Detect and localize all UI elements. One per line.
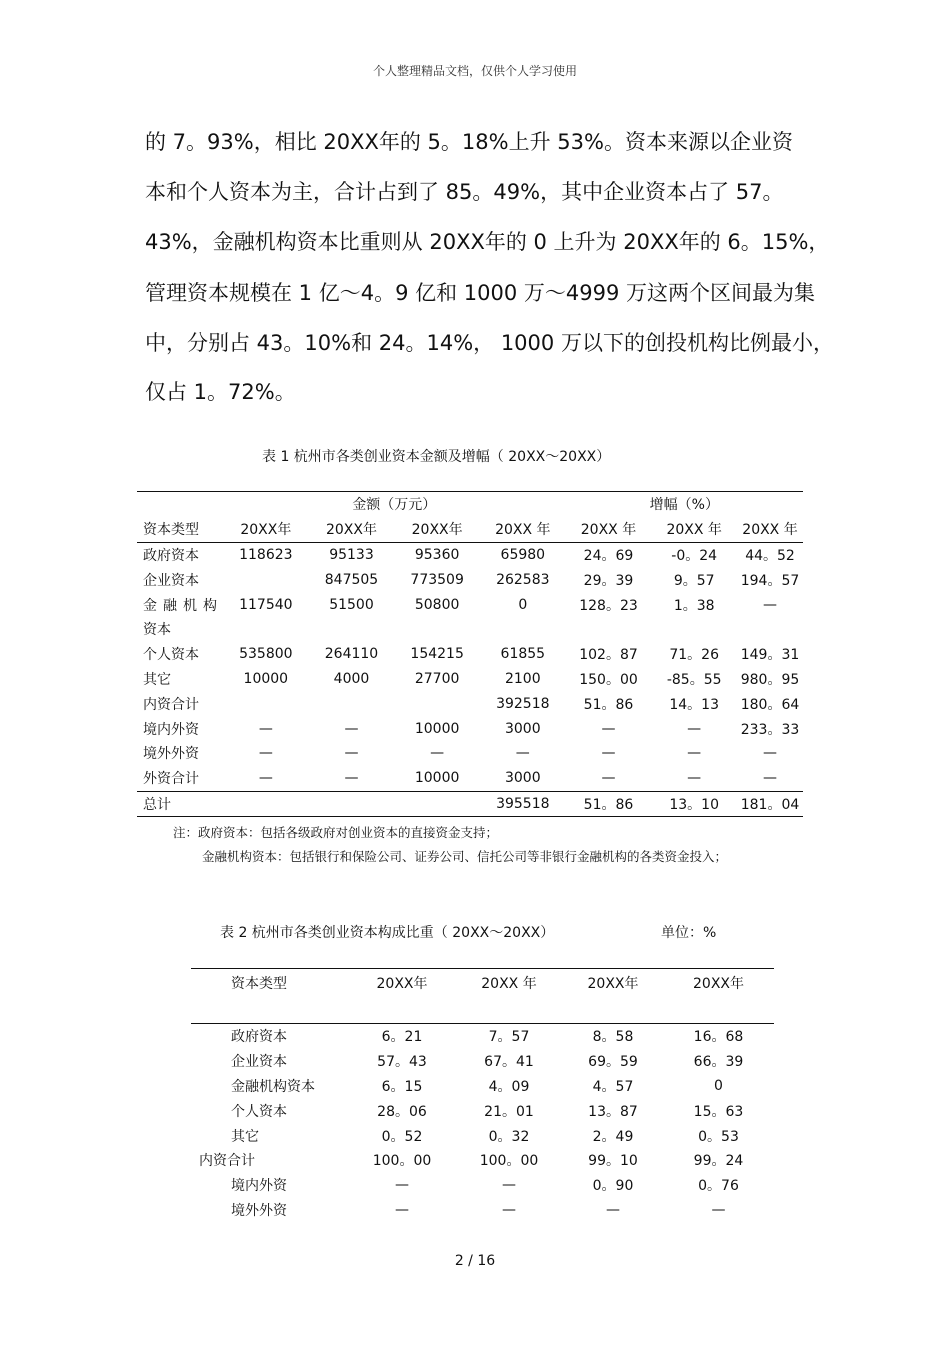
cell <box>223 691 309 716</box>
cell: 13。10 <box>669 796 719 813</box>
col-header-year: 20XX 年 <box>495 522 551 539</box>
cell: -85。55 <box>666 671 722 688</box>
page-number: 2 / 16 <box>454 1253 496 1269</box>
cell: 14。13 <box>669 696 719 713</box>
table-row <box>191 1198 774 1223</box>
row-label: 其它 <box>231 1128 259 1145</box>
cell: 0。53 <box>698 1128 739 1145</box>
row-label: 境外外资 <box>231 1202 287 1219</box>
cell <box>394 791 480 817</box>
cell: 10000 <box>414 720 460 737</box>
cell: 10000 <box>243 670 289 687</box>
cell <box>566 617 652 642</box>
col-header-type: 资本类型 <box>143 522 199 539</box>
cell <box>309 791 395 817</box>
cell: 194。57 <box>740 572 800 589</box>
cell <box>309 617 395 642</box>
table-row <box>137 542 803 567</box>
cell: 66。39 <box>693 1054 744 1071</box>
col-header-year: 20XX年 <box>411 522 463 539</box>
cell <box>223 567 309 592</box>
cell: 67。41 <box>484 1054 534 1071</box>
row-label: 资本 <box>143 622 171 639</box>
table-row <box>137 667 803 692</box>
cell: — <box>258 770 273 787</box>
cell: 180。64 <box>740 696 800 713</box>
cell: — <box>763 745 777 762</box>
cell: — <box>763 770 777 787</box>
cell: 0。90 <box>592 1178 634 1195</box>
cell: 0。76 <box>698 1178 739 1195</box>
cell: 21。01 <box>484 1103 534 1120</box>
cell: -0。24 <box>671 547 718 564</box>
row-label: 外资合计 <box>143 771 199 788</box>
cell: 24。69 <box>583 547 634 564</box>
table-row <box>191 1074 774 1099</box>
table-row <box>191 1024 774 1049</box>
cell: — <box>687 770 702 787</box>
row-label: 内资合计 <box>199 1153 255 1170</box>
cell <box>394 617 480 642</box>
table1-note: 注：政府资本：包括各级政府对创业资本的直接资金支持； <box>173 825 499 840</box>
cell: — <box>395 1201 409 1218</box>
cell: 100。00 <box>479 1153 539 1170</box>
cell: 2。49 <box>592 1128 634 1145</box>
cell: 71。26 <box>669 647 719 664</box>
cell: 0 <box>714 1077 723 1094</box>
row-label: 政府资本 <box>231 1029 287 1046</box>
cell: 128。23 <box>579 597 638 614</box>
cell: 3000 <box>504 720 541 737</box>
cell: 149。31 <box>740 647 800 664</box>
cell: 29。39 <box>583 572 634 589</box>
cell: 3000 <box>504 770 541 787</box>
cell: 233。33 <box>740 721 800 738</box>
cell: 118623 <box>239 546 293 563</box>
cell: 95360 <box>414 546 460 563</box>
cell: 44。52 <box>745 547 795 564</box>
table2-unit: 单位：% <box>661 925 717 941</box>
cell: 51500 <box>329 596 374 613</box>
group-growth-label: 增幅（%） <box>649 497 719 514</box>
cell: — <box>763 596 777 613</box>
cell: — <box>395 1177 409 1194</box>
table-row-total <box>137 791 803 817</box>
cell: — <box>711 1201 726 1218</box>
cell: 4。57 <box>592 1078 634 1095</box>
table2 <box>191 968 774 1222</box>
col-header-year: 20XX年 <box>587 976 639 992</box>
cell: — <box>606 1201 620 1218</box>
cell: 181。04 <box>740 796 800 813</box>
row-label: 企业资本 <box>143 572 199 589</box>
cell: 15。63 <box>693 1103 744 1120</box>
cell: — <box>601 720 616 737</box>
cell: — <box>344 745 359 762</box>
paragraph-line: 43%，金融机构资本比重则从 20XX年的 0 上升为 20XX年的 6。15%， <box>145 230 830 254</box>
table-row <box>137 567 803 592</box>
cell: 392518 <box>496 695 550 712</box>
cell: 50800 <box>414 596 460 613</box>
table-row <box>137 691 803 716</box>
cell <box>394 691 480 716</box>
cell: 27700 <box>414 670 460 687</box>
cell: 99。24 <box>693 1153 744 1170</box>
table1-body <box>137 542 803 817</box>
cell: 980。95 <box>740 671 800 688</box>
cell: — <box>430 745 445 762</box>
col-header-year: 20XX年 <box>240 522 292 539</box>
cell: — <box>687 745 702 762</box>
cell: 6。21 <box>381 1029 423 1046</box>
cell: 4000 <box>333 670 370 687</box>
col-header-year: 20XX 年 <box>666 522 722 539</box>
table-row <box>137 592 803 617</box>
cell: 69。59 <box>588 1054 638 1071</box>
cell: — <box>601 770 616 787</box>
row-label: 个人资本 <box>143 647 199 664</box>
cell: 773509 <box>410 571 464 588</box>
table2-header-row <box>191 969 774 1024</box>
cell: 28。06 <box>377 1103 427 1120</box>
cell <box>651 617 737 642</box>
row-label: 个人资本 <box>231 1103 287 1120</box>
cell: 154215 <box>410 646 464 663</box>
paragraph-line: 的 7。93%，相比 20XX年的 5。18%上升 53%。资本来源以企业资 <box>145 130 793 154</box>
cell: 6。15 <box>381 1078 423 1095</box>
cell: 1。38 <box>673 597 715 614</box>
cell: 100。00 <box>372 1153 432 1170</box>
row-label: 企业资本 <box>231 1054 287 1071</box>
row-label: 总计 <box>143 796 171 813</box>
page-header: 个人整理精品文档，仅供个人学习使用 <box>372 64 577 78</box>
cell: — <box>344 720 359 737</box>
cell: — <box>258 720 273 737</box>
cell <box>737 617 803 642</box>
table1-caption: 表 1 杭州市各类创业资本金额及增幅（ 20XX～20XX） <box>262 449 611 465</box>
row-label: 金融机构资本 <box>231 1078 315 1095</box>
cell: 95133 <box>329 546 374 563</box>
cell: 51。86 <box>583 696 634 713</box>
row-label: 金融机构 <box>143 597 223 614</box>
table-row <box>137 716 803 741</box>
cell: 8。58 <box>592 1029 634 1046</box>
cell: 395518 <box>496 795 550 812</box>
cell <box>223 791 309 817</box>
cell: 535800 <box>239 646 293 663</box>
cell: — <box>502 1201 516 1218</box>
row-label: 其它 <box>143 671 171 688</box>
cell: — <box>601 745 616 762</box>
cell: 13。87 <box>588 1103 638 1120</box>
cell: — <box>687 720 702 737</box>
cell: 150。00 <box>579 671 638 688</box>
cell: 262583 <box>496 571 550 588</box>
col-header-year: 20XX年 <box>325 522 377 539</box>
cell: 51。86 <box>583 796 634 813</box>
cell: 7。57 <box>488 1029 530 1046</box>
row-label: 内资合计 <box>143 696 199 713</box>
cell: 0。32 <box>488 1128 530 1145</box>
table-row <box>191 1123 774 1148</box>
col-header-type: 资本类型 <box>231 976 287 992</box>
cell: 0 <box>518 596 528 613</box>
table-row <box>191 1148 774 1173</box>
cell: 102。87 <box>579 647 638 664</box>
table2-caption: 表 2 杭州市各类创业资本构成比重（ 20XX～20XX） <box>220 925 555 941</box>
col-header-year: 20XX 年 <box>580 522 637 539</box>
paragraph-line: 本和个人资本为主，合计占到了 85。49%，其中企业资本占了 57。 <box>145 180 784 204</box>
cell: 99。10 <box>588 1153 638 1170</box>
col-header-year: 20XX年 <box>376 976 428 992</box>
cell: 0。52 <box>381 1128 423 1145</box>
group-amount-label: 金额（万元） <box>352 497 437 514</box>
cell: 2100 <box>504 670 541 687</box>
table-row <box>191 1173 774 1198</box>
table1-header-row <box>137 517 803 542</box>
table-row <box>137 642 803 667</box>
paragraph-line: 仅占 1。72%。 <box>145 380 296 404</box>
row-label: 境内外资 <box>143 721 199 738</box>
cell: 264110 <box>324 646 379 663</box>
paragraph-line: 管理资本规模在 1 亿～4。9 亿和 1000 万～4999 万这两个区间最为集 <box>145 281 816 305</box>
col-header-year: 20XX 年 <box>481 976 537 992</box>
table-row <box>137 766 803 791</box>
table-row <box>137 741 803 766</box>
cell: 9。57 <box>673 572 715 589</box>
cell: 847505 <box>324 571 379 588</box>
cell: 57。43 <box>377 1054 427 1071</box>
cell: — <box>258 745 273 762</box>
table1 <box>137 491 803 817</box>
table-row <box>191 1098 774 1123</box>
cell: 4。09 <box>488 1078 530 1095</box>
cell: — <box>344 770 359 787</box>
row-label: 境内外资 <box>231 1178 287 1195</box>
table-row <box>191 1049 774 1074</box>
cell <box>480 617 566 642</box>
row-label: 境外外资 <box>143 746 199 763</box>
row-label: 政府资本 <box>143 547 199 564</box>
cell: 65980 <box>500 546 546 563</box>
table1-group-header <box>137 492 803 517</box>
cell: 61855 <box>500 646 546 663</box>
col-header-year: 20XX年 <box>693 976 744 992</box>
paragraph-line: 中，分别占 43。10%和 24。14%， 1000 万以下的创投机构比例最小， <box>145 331 834 355</box>
cell: 10000 <box>414 770 460 787</box>
cell: — <box>515 745 530 762</box>
table1-note: 金融机构资本：包括银行和保险公司、证券公司、信托公司等非银行金融机构的各类资金投入； <box>202 849 728 864</box>
cell: — <box>502 1177 516 1194</box>
cell <box>223 617 309 642</box>
cell: 16。68 <box>693 1029 744 1046</box>
cell: 117540 <box>239 596 293 613</box>
table-row <box>137 617 803 642</box>
col-header-year: 20XX 年 <box>742 522 798 539</box>
cell <box>309 691 395 716</box>
